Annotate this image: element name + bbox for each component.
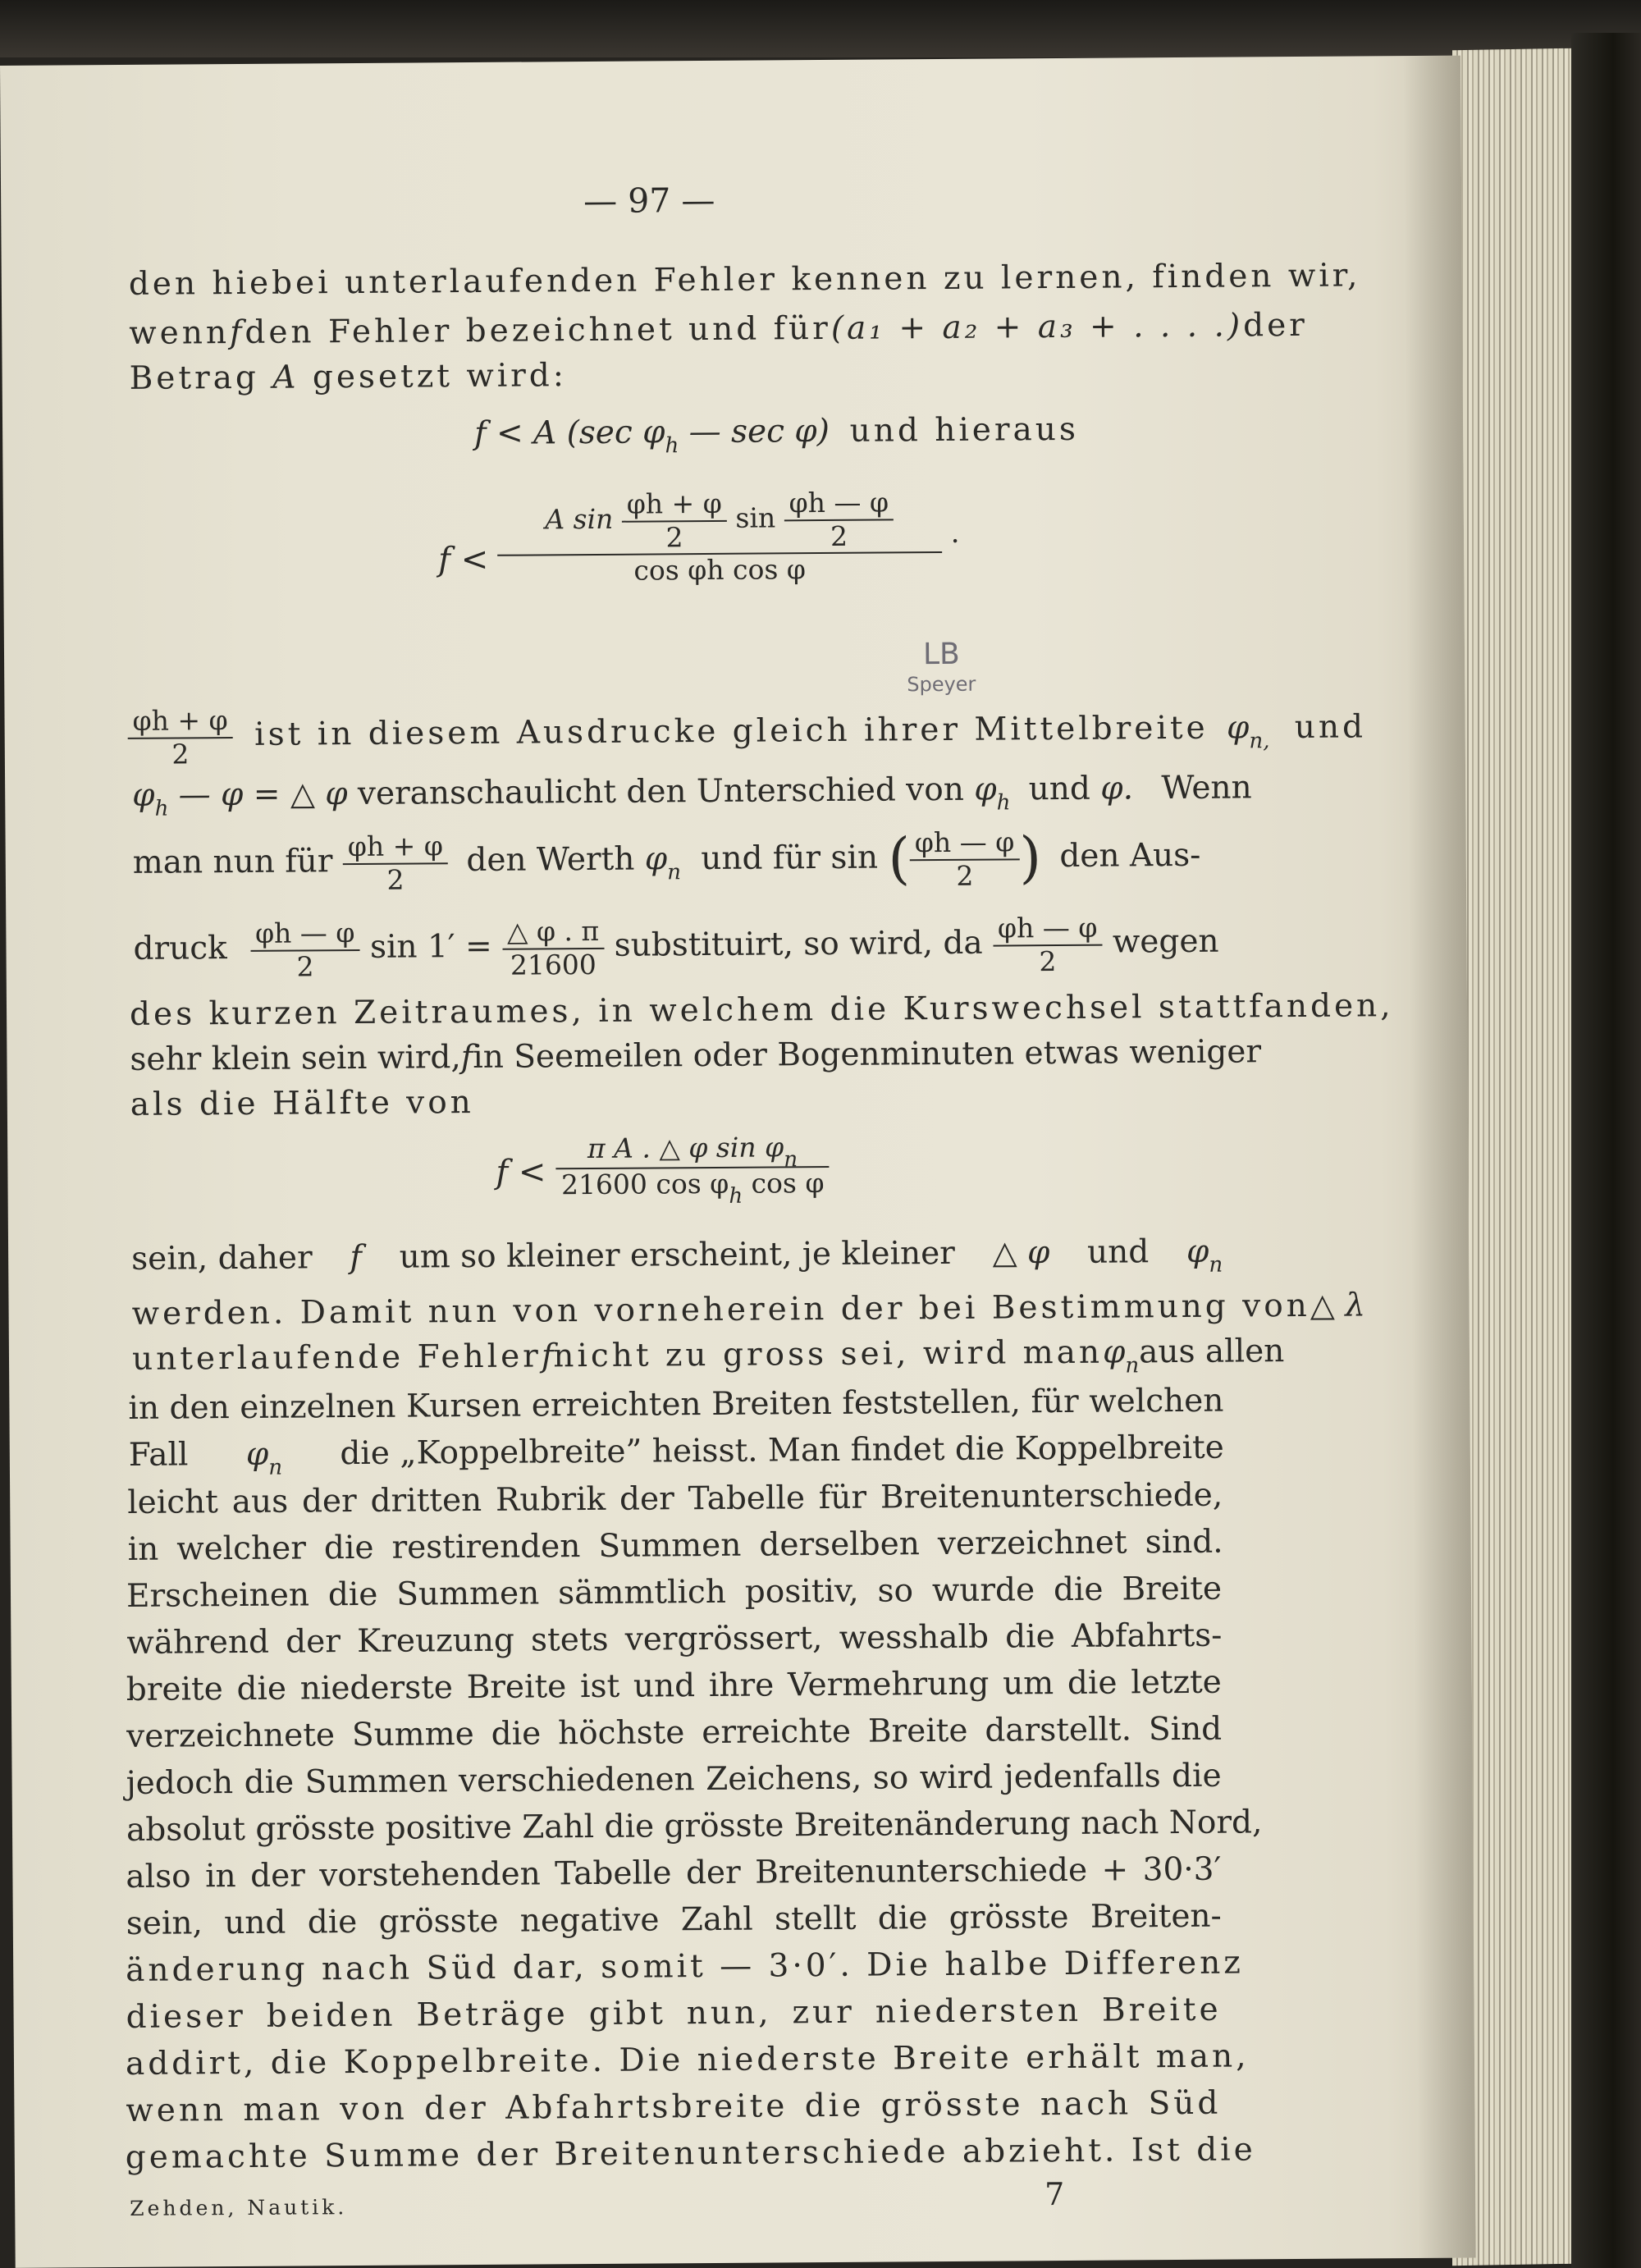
text-line: sein, und die grösste negative Zahl stellt die grösste Breiten- — [126, 1897, 1222, 1942]
text-line: dieser beiden Beträge gibt nun, zur niedersten Breite — [126, 1991, 1222, 2036]
text-line: des kurzen Zeitraumes, in welchem die Kurswechsel stattfanden, — [129, 987, 1394, 1033]
pencil-annotation: Speyer — [907, 672, 976, 697]
text-line: $\varphi_h$ — φ = △ φ veranschaulicht den Unterschied von $\varphi_h$ und φ. Wenn — [132, 769, 1252, 821]
text-line: als die Hälfte von — [130, 1083, 475, 1123]
text-line: $\frac{\varphi h + \varphi}{2}$ ist in diesem Ausdrucke gleich ihrer Mittelbreite $\varphi_{n,}$ und — [127, 696, 1366, 770]
text-line: wenn man von der Abfahrtsbreite die grösste nach Süd — [126, 2084, 1222, 2129]
page-number: — 97 — — [583, 180, 715, 222]
text-line: in den einzelnen Kursen erreichten Breiten feststellen, für welchen — [128, 1382, 1224, 1427]
text-line: den hiebei unterlaufenden Fehler kennen zu lernen, finden wir, — [128, 257, 1361, 303]
text-line: während der Kreuzung stets vergrössert, wesshalb die Abfahrts- — [126, 1616, 1223, 1662]
book-cover-top — [0, 0, 1641, 57]
footer-author: Zehden, Nautik. — [130, 2195, 348, 2220]
signature-mark: 7 — [1044, 2176, 1065, 2213]
book-page — [0, 56, 1476, 2268]
text-line: verzeichnete Summe die höchste erreichte Breite darstellt. Sind — [126, 1710, 1223, 1755]
text-line: gemachte Summe der Breitenunterschiede abzieht. Ist die — [125, 2131, 1256, 2176]
text-line: leicht aus der dritten Rubrik der Tabelle für Breitenunterschiede, — [127, 1476, 1223, 1521]
pencil-annotation: LB — [922, 637, 960, 672]
text-line: in welcher die restirenden Summen derselben verzeichnet sind. — [127, 1523, 1223, 1568]
text-line: sein, daher f um so kleiner erscheint, je kleiner △ φ und $\varphi_n$ — [131, 1232, 1223, 1278]
text-line: änderung nach Süd dar, somit — 3·0′. Die halbe Differenz — [126, 1944, 1244, 1989]
formula-fraction-f: f < $\frac{\pi A . \triangle \varphi \sin \varphi_n}{21600 \cos \varphi_h \cos \varphi}$ — [496, 1131, 830, 1204]
text-line: absolut grösste positive Zahl die grösste Breitenänderung nach Nord, — [126, 1804, 1263, 1849]
text-line: addirt, die Koppelbreite. Die niederste Breite erhält man, — [125, 2037, 1250, 2083]
text-line: druck $\frac{\varphi h — \varphi}{2}$ sin 1′ = $\frac{\triangle \varphi . \pi}{21600}$ substituirt, so wird, da $\frac{\varphi h — \varphi}{2}$ wegen — [133, 911, 1219, 983]
book-cover-right — [1571, 33, 1641, 2268]
formula-inequality: f < A (sec $\varphi_h$ — sec φ) und hieraus — [473, 410, 1080, 459]
text-line: Fall $\varphi_n$ die „Koppelbreite” heisst. Man findet die Koppelbreite — [128, 1429, 1224, 1480]
text-line: wenn f den Fehler bezeichnet und für (a₁ + a₂ + a₃ + . . . .) der — [129, 306, 1308, 352]
text-line: sehr klein sein wird, f in Seemeilen oder Bogenminuten etwas weniger — [130, 1033, 1262, 1078]
text-line: man nun für $\frac{\varphi h + \varphi}{2}$ den Werth $\varphi_n$ und für sin ( $\frac{\varphi h — \varphi}{2}$ ) den Aus- — [132, 825, 1201, 896]
text-line: Erscheinen die Summen sämmtlich positiv, so wurde die Breite — [126, 1570, 1223, 1615]
text-line: Betrag A gesetzt wird: — [129, 357, 568, 397]
text-line: also in der vorstehenden Tabelle der Breitenunterschiede + 30·3′ — [126, 1850, 1222, 1895]
text-line: werden. Damit nun von vorneherein der bei Bestimmung von △ λ — [131, 1287, 1366, 1333]
text-line: breite die niederste Breite ist und ihre Vermehrung um die letzte — [126, 1663, 1222, 1708]
text-line: jedoch die Summen verschiedenen Zeichens, so wird jedenfalls die — [126, 1757, 1222, 1802]
formula-fraction-main: f < A sin $\frac{\varphi h + \varphi}{2}$ sin $\frac{\varphi h — \varphi}{2}$ cos φh cos φ . — [438, 486, 960, 587]
text-line: unterlaufende Fehler f nicht zu gross sei, wird man $\varphi_n$ aus allen — [131, 1333, 1285, 1379]
